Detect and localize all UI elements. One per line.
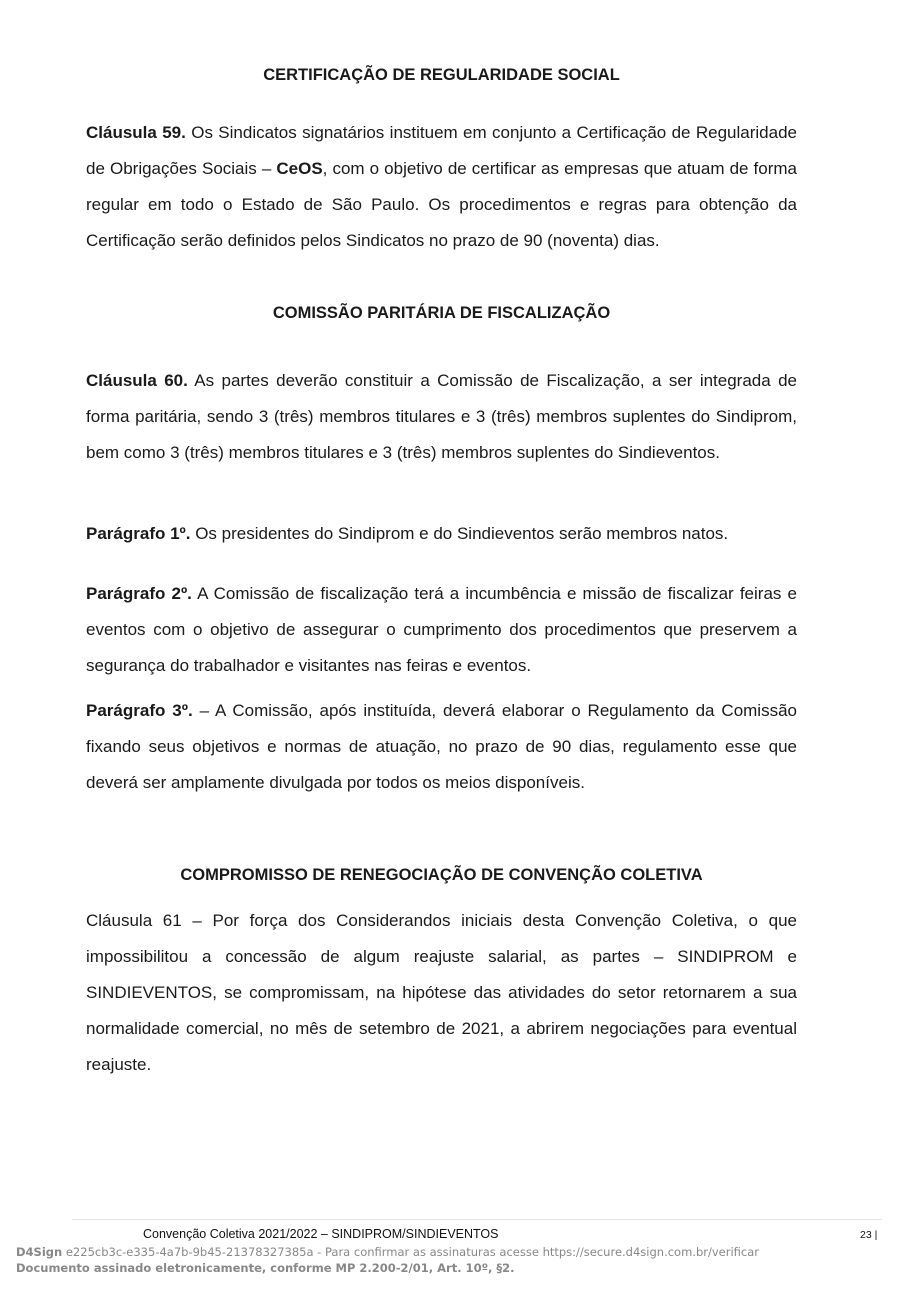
clause-59-text-a: Os Sindicatos signatários instituem em conjunto a Certificação de Regularidade de Obrigações Sociais – xyxy=(86,123,797,178)
paragrafo-1-label: Parágrafo 1º. xyxy=(86,524,191,543)
d4sign-verification-line xyxy=(16,1245,759,1259)
clause-60-text: As partes deverão constituir a Comissão de Fiscalização, a ser integrada de forma paritária, sendo 3 (três) membros titulares e 3 (três) membros suplentes do Sindiprom, bem como 3 (três) membros titulares e 3 (três) membros suplentes do Sindieventos. xyxy=(86,371,797,462)
d4sign-verification-text: e225cb3c-e335-4a7b-9b45-21378327385a - Para confirmar as assinaturas acesse https://secure.d4sign.com.br/verificar xyxy=(62,1245,759,1259)
clause-61-paragraph: Cláusula 61 – Por força dos Considerandos iniciais desta Convenção Coletiva, o que impossibilitou a concessão de algum reajuste salarial, as partes – SINDIPROM e SINDIEVENTOS, se compromissam, na hipótese das atividades do setor retornarem a sua normalidade comercial, no mês de setembro de 2021, a abrirem negociações para eventual reajuste. xyxy=(86,911,797,1074)
paragrafo-3-paragraph xyxy=(86,693,797,801)
paragrafo-3-label: Parágrafo 3º. xyxy=(86,701,193,720)
d4sign-brand: D4Sign xyxy=(16,1245,63,1259)
footer-divider xyxy=(72,1219,882,1220)
clause-59-text-b: , com o objetivo de certificar as empresas que atuam de forma regular em todo o Estado de São Paulo. Os procedimentos e regras para obtenção da Certificação serão definidos pelos Sindicatos no prazo de 90 (noventa) dias. xyxy=(86,159,797,250)
section-heading-certificacao: CERTIFICAÇÃO DE REGULARIDADE SOCIAL xyxy=(263,66,620,84)
paragrafo-2-text: A Comissão de fiscalização terá a incumbência e missão de fiscalizar feiras e eventos com o objetivo de assegurar o cumprimento dos procedimentos que preservem a segurança do trabalhador e visitantes nas feiras e eventos. xyxy=(86,584,797,675)
signed-notice: Documento assinado eletronicamente, conforme MP 2.200-2/01, Art. 10º, §2. xyxy=(16,1261,515,1275)
clause-59-paragraph xyxy=(86,115,797,259)
paragrafo-1-paragraph xyxy=(86,516,797,552)
section-heading-comissao: COMISSÃO PARITÁRIA DE FISCALIZAÇÃO xyxy=(272,304,611,322)
clause-60-label: Cláusula 60. xyxy=(86,371,188,390)
footer-title: Convenção Coletiva 2021/2022 – SINDIPROM/SINDIEVENTOS xyxy=(143,1227,499,1241)
ceos-acronym: CeOS xyxy=(276,159,323,178)
paragrafo-2-paragraph xyxy=(86,576,797,684)
page-number: 23 | xyxy=(860,1229,878,1241)
clause-59-label: Cláusula 59. xyxy=(86,123,186,142)
clause-60-paragraph xyxy=(86,363,797,471)
paragrafo-2-label: Parágrafo 2º. xyxy=(86,584,192,603)
paragrafo-3-text: – A Comissão, após instituída, deverá elaborar o Regulamento da Comissão fixando seus objetivos e normas de atuação, no prazo de 90 dias, regulamento esse que deverá ser amplamente divulgada por todos os meios disponíveis. xyxy=(86,701,797,792)
section-heading-compromisso: COMPROMISSO DE RENEGOCIAÇÃO DE CONVENÇÃO COLETIVA xyxy=(180,866,703,884)
paragrafo-1-text: Os presidentes do Sindiprom e do Sindieventos serão membros natos. xyxy=(190,524,729,543)
